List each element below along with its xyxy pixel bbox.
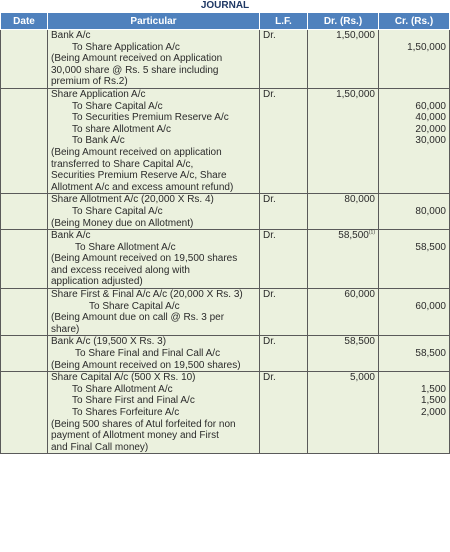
credit-account: To share Allotment A/c [72, 123, 171, 135]
debit-account: Share Allotment A/c (20,000 X Rs. 4) [51, 194, 214, 206]
dr-cell [308, 230, 379, 289]
dr-amount: 1,50,000 [336, 30, 375, 41]
dr-mark: Dr. [263, 194, 276, 206]
journal-entry [1, 289, 450, 336]
credit-account: To Share Capital A/c [89, 300, 180, 312]
lf-cell [260, 194, 308, 230]
particular-cell [48, 289, 260, 336]
narration-line: 30,000 share @ Rs. 5 share including [51, 64, 219, 76]
narration-line: (Being Amount received on 19,500 shares) [51, 359, 241, 371]
cr-spacer [382, 289, 446, 301]
cr-cell [379, 336, 450, 372]
journal-entry [1, 88, 450, 193]
dr-cell [308, 30, 379, 89]
credit-account: To Share Capital A/c [72, 205, 163, 217]
journal-entry [1, 372, 450, 454]
dr-amount-line [311, 30, 375, 42]
dr-mark: Dr. [263, 336, 276, 348]
dr-amount-line [311, 289, 375, 301]
narration-line: (Being Amount received on 19,500 shares [51, 253, 238, 265]
particular-cell [48, 30, 260, 89]
narration-line: (Being 500 shares of Atul forfeited for non [51, 418, 236, 430]
dr-amount: 80,000 [344, 194, 375, 206]
cr-cell [379, 194, 450, 230]
narration-line: Securities Premium Reserve A/c, Share [51, 170, 227, 182]
cr-spacer [382, 336, 446, 348]
cr-amount: 58,500 [415, 348, 446, 360]
dr-amount-line [311, 336, 375, 348]
dr-amount: 5,000 [349, 372, 375, 384]
cr-cell [379, 230, 450, 289]
narration-line: and excess received along with [51, 264, 190, 276]
dr-cell [308, 372, 379, 454]
debit-account: Bank A/c [51, 230, 91, 242]
header-dr: Dr. (Rs.) [308, 13, 379, 30]
dr-amount-line [311, 89, 375, 101]
credit-account: To Share Capital A/c [72, 100, 163, 112]
particular-cell [48, 194, 260, 230]
dr-mark: Dr. [263, 289, 276, 301]
cr-spacer [382, 372, 446, 384]
journal-entry [1, 30, 450, 89]
debit-account: Share Application A/c [51, 88, 146, 100]
header-particular: Particular [48, 13, 260, 30]
cr-spacer [382, 230, 446, 242]
cr-cell [379, 289, 450, 336]
header-cr: Cr. (Rs.) [379, 13, 450, 30]
dr-amount-line [311, 372, 375, 384]
debit-account: Bank A/c [51, 30, 91, 41]
lf-cell [260, 372, 308, 454]
narration-line: (Being Amount received on application [51, 146, 222, 158]
credit-account: To Bank A/c [72, 135, 125, 147]
date-cell [1, 30, 48, 89]
narration-line: (Being Money due on Allotment) [51, 217, 194, 229]
credit-account: To Share First and Final A/c [72, 395, 195, 407]
cr-amount: 1,500 [420, 395, 446, 407]
cr-amount: 58,500 [415, 241, 446, 253]
lf-cell [260, 289, 308, 336]
dr-cell [308, 88, 379, 193]
narration-line: application adjusted) [51, 276, 143, 288]
header-date: Date [1, 13, 48, 30]
dr-amount-line [311, 230, 375, 242]
journal-entry [1, 194, 450, 230]
journal-entry [1, 230, 450, 289]
dr-amount: 60,000 [344, 289, 375, 301]
narration-line: and Final Call money) [51, 441, 149, 453]
dr-amount-line [311, 194, 375, 206]
narration-line: (Being Amount received on Application [51, 53, 223, 65]
cr-amount: 80,000 [415, 205, 446, 217]
journal-title: JOURNAL [200, 0, 250, 11]
debit-account: Bank A/c (19,500 X Rs. 3) [51, 336, 167, 348]
cr-cell [379, 30, 450, 89]
dr-cell [308, 336, 379, 372]
journal-table [0, 12, 450, 454]
credit-account: To Share Final and Final Call A/c [75, 348, 221, 360]
cr-amount: 1,50,000 [407, 41, 446, 53]
credit-account: To Shares Forfeiture A/c [72, 407, 180, 418]
date-cell [1, 336, 48, 372]
dr-amount: 1,50,000 [336, 88, 375, 100]
dr-note: (1) [368, 229, 375, 236]
credit-account: To Share Allotment A/c [72, 383, 173, 395]
cr-cell [379, 88, 450, 193]
dr-mark: Dr. [263, 88, 276, 100]
cr-amount: 2,000 [420, 407, 446, 418]
header-lf: L.F. [260, 13, 308, 30]
cr-amount: 60,000 [415, 300, 446, 312]
narration-line: share) [51, 323, 80, 335]
cr-spacer [382, 194, 446, 206]
narration-line: premium of Rs.2) [51, 76, 128, 88]
date-cell [1, 230, 48, 289]
credit-account: To Share Allotment A/c [75, 241, 176, 253]
cr-amount: 1,500 [420, 383, 446, 395]
particular-cell [48, 88, 260, 193]
lf-cell [260, 336, 308, 372]
lf-cell [260, 88, 308, 193]
cr-amount: 60,000 [415, 100, 446, 112]
dr-cell [308, 289, 379, 336]
cr-amount: 40,000 [415, 112, 446, 124]
lf-cell [260, 230, 308, 289]
dr-amount: 58,500 [344, 336, 375, 348]
header-row [1, 13, 450, 30]
cr-spacer [382, 89, 446, 101]
narration-line: Allotment A/c and excess amount refund) [51, 181, 234, 193]
date-cell [1, 88, 48, 193]
cr-amount: 20,000 [415, 123, 446, 135]
cr-cell [379, 372, 450, 454]
narration-line: payment of Allotment money and First [51, 430, 219, 442]
cr-amount: 30,000 [415, 135, 446, 147]
cr-spacer [382, 30, 446, 42]
credit-account: To Share Application A/c [72, 41, 180, 53]
dr-mark: Dr. [263, 372, 276, 384]
narration-line: (Being Amount due on call @ Rs. 3 per [51, 312, 225, 324]
dr-mark: Dr. [263, 30, 276, 41]
credit-account: To Securities Premium Reserve A/c [72, 112, 229, 124]
date-cell [1, 289, 48, 336]
dr-mark: Dr. [263, 230, 276, 242]
date-cell [1, 372, 48, 454]
narration-line: transferred to Share Capital A/c, [51, 158, 194, 170]
debit-account: Share First & Final A/c A/c (20,000 X Rs. 3) [51, 289, 243, 301]
dr-cell [308, 194, 379, 230]
particular-cell [48, 230, 260, 289]
journal-entry [1, 336, 450, 372]
lf-cell [260, 30, 308, 89]
particular-cell [48, 372, 260, 454]
debit-account: Share Capital A/c (500 X Rs. 10) [51, 372, 196, 384]
date-cell [1, 194, 48, 230]
particular-cell [48, 336, 260, 372]
journal-body [1, 30, 450, 454]
dr-amount: 58,500 [338, 230, 369, 242]
